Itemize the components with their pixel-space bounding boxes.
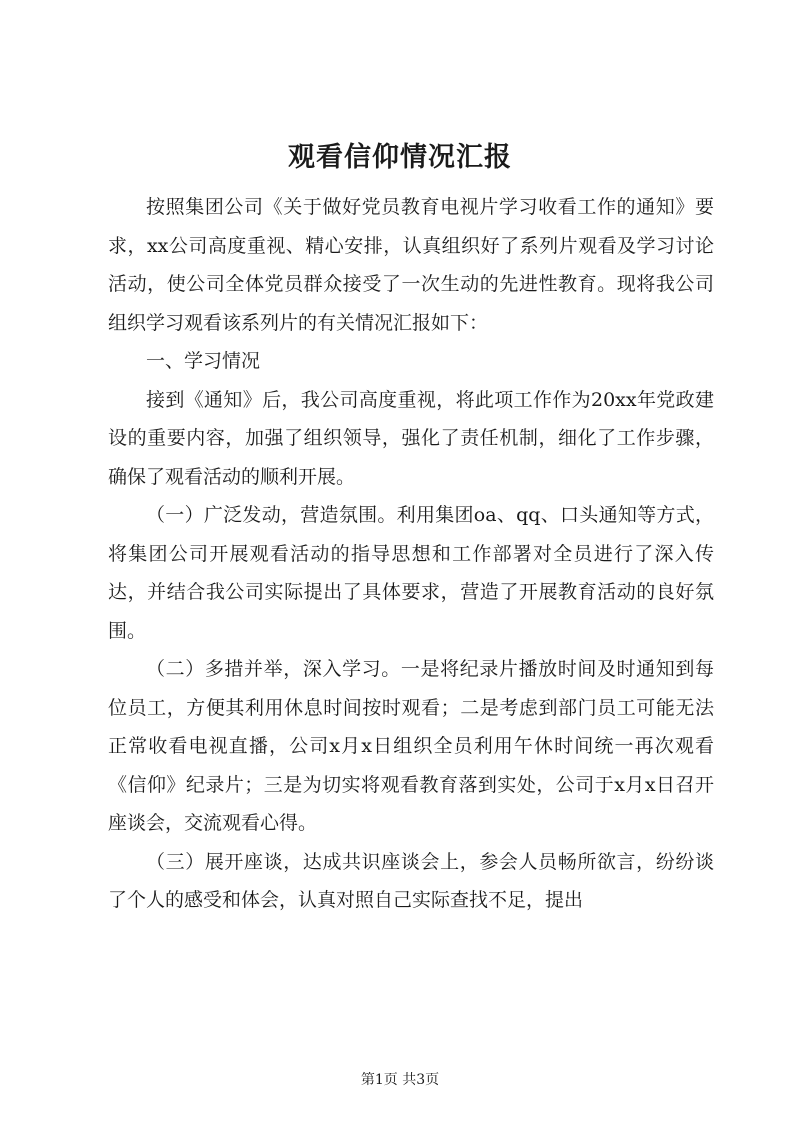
- body-paragraph: （二）多措并举，深入学习。一是将纪录片播放时间及时通知到每位员工，方便其利用休息时间按时观看；二是考虑到部门员工可能无法正常收看电视直播，公司x月x日组织全员利用午休时间统一再次观看《信仰》纪录片；三是为切实将观看教育落到实处，公司于x月x日召开座谈会，交流观看心得。: [108, 658, 714, 834]
- body-paragraph: 接到《通知》后，我公司高度重视，将此项工作作为20xx年党政建设的重要内容，加强了组织领导，强化了责任机制，细化了工作步骤，确保了观看活动的顺利开展。: [108, 388, 714, 488]
- section-heading: 一、学习情况: [146, 350, 261, 372]
- body-paragraph: （三）展开座谈，达成共识座谈会上，参会人员畅所欲言，纷纷谈了个人的感受和体会，认真对照自己实际查找不足，提出: [108, 850, 714, 911]
- intro-paragraph: 按照集团公司《关于做好党员教育电视片学习收看工作的通知》要求，xx公司高度重视、精心安排，认真组织好了系列片观看及学习讨论活动，使公司全体党员群众接受了一次生动的先进性教育。现将我公司组织学习观看该系列片的有关情况汇报如下：: [108, 196, 714, 334]
- document-title: 观看信仰情况汇报: [288, 142, 512, 173]
- body-paragraph: （一）广泛发动，营造氛围。利用集团oa、qq、口头通知等方式，将集团公司开展观看活动的指导思想和工作部署对全员进行了深入传达，并结合我公司实际提出了具体要求，营造了开展教育活动的良好氛围。: [108, 504, 714, 642]
- page-number: 第1页 共3页: [360, 1072, 440, 1088]
- document-body: [108, 188, 714, 920]
